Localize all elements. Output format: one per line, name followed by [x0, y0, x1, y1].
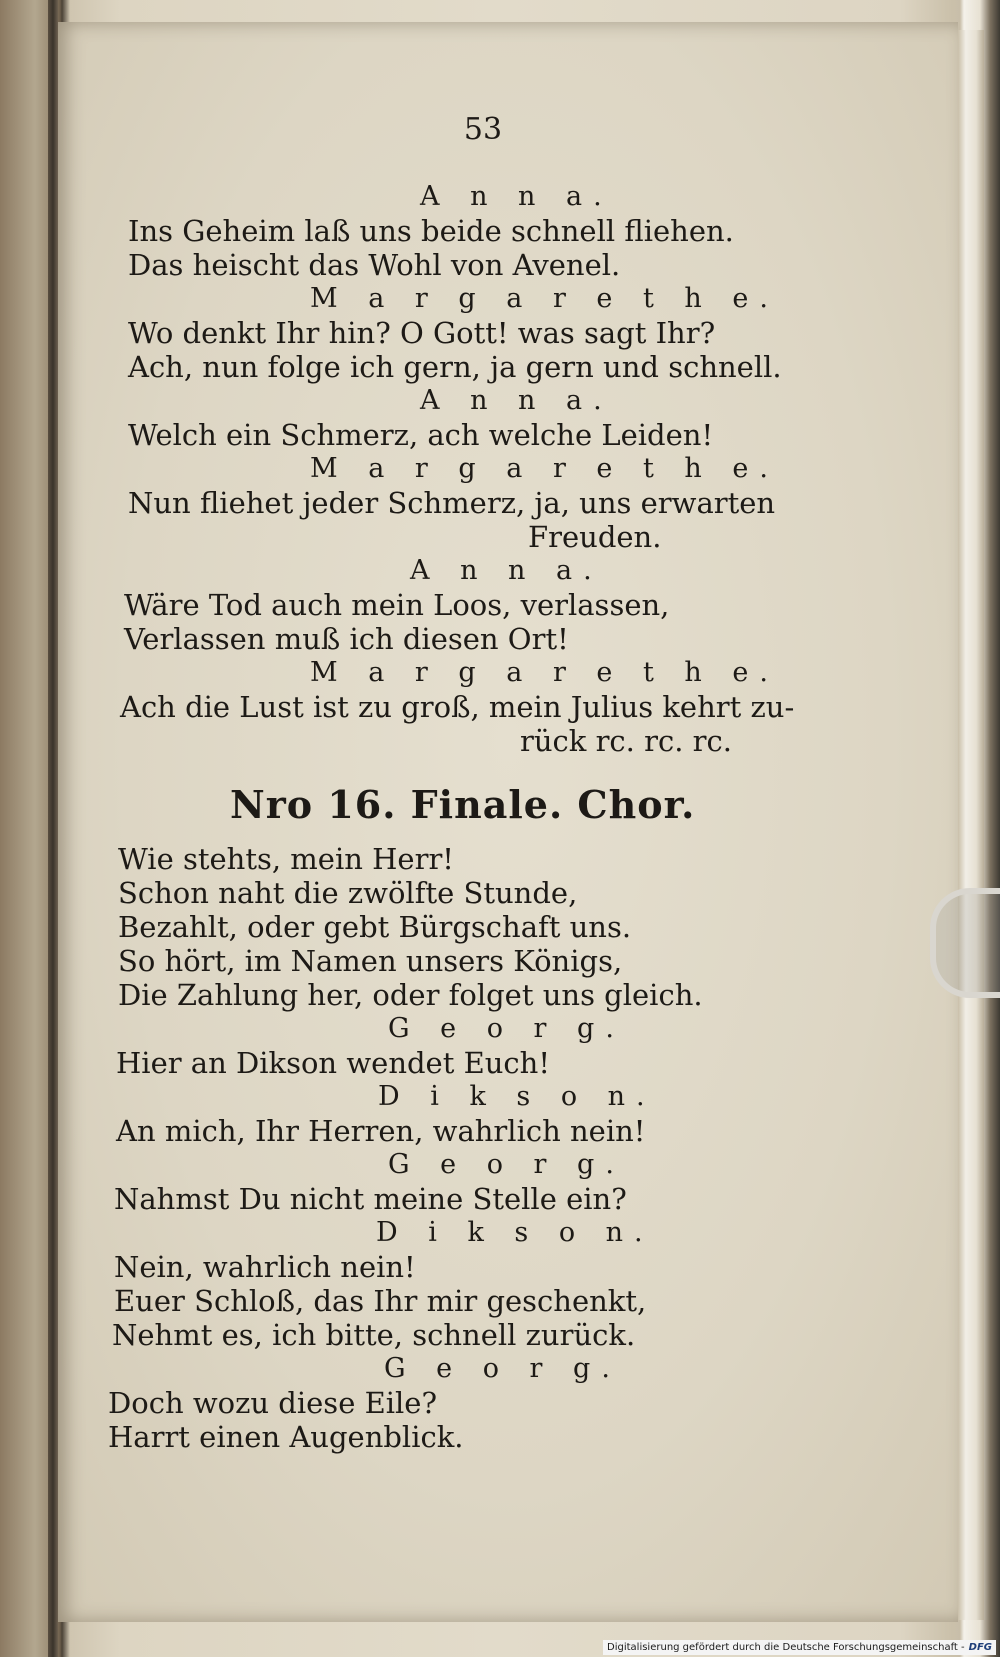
verse-line: Hier an Dikson wendet Euch! — [116, 1046, 551, 1080]
verse-line: Nahmst Du nicht meine Stelle ein? — [114, 1182, 627, 1216]
speaker-name: M a r g a r e t h e. — [310, 657, 779, 688]
page-number: 53 — [463, 112, 503, 147]
verse-line: So hört, im Namen unsers Königs, — [118, 944, 623, 978]
speaker-name: M a r g a r e t h e. — [310, 453, 779, 484]
verse-line: Doch wozu diese Eile? — [108, 1386, 437, 1420]
verse-line: Verlassen muß ich diesen Ort! — [124, 622, 569, 656]
verse-line-continuation: rück rc. rc. rc. — [520, 724, 732, 758]
section-heading: Nro 16. Finale. Chor. — [230, 782, 696, 827]
speaker-name: A n n a. — [410, 555, 603, 586]
book-spine — [48, 0, 58, 1657]
verse-line: Wo denkt Ihr hin? O Gott! was sagt Ihr? — [128, 316, 716, 350]
speaker-name: A n n a. — [420, 181, 613, 212]
verse-line: Wie stehts, mein Herr! — [118, 842, 454, 876]
speaker-name: G e o r g. — [384, 1353, 621, 1384]
verse-line: Schon naht die zwölfte Stunde, — [118, 876, 578, 910]
speaker-name: M a r g a r e t h e. — [310, 283, 779, 314]
verse-line: Bezahlt, oder gebt Bürgschaft uns. — [118, 910, 632, 944]
verse-line: Euer Schloß, das Ihr mir geschenkt, — [114, 1284, 647, 1318]
digitization-credit — [603, 1640, 996, 1655]
verse-line: Welch ein Schmerz, ach welche Leiden! — [128, 418, 714, 452]
paper-clip-icon — [930, 888, 1000, 998]
page-stack-edge — [958, 30, 984, 1620]
verse-line: Ins Geheim laß uns beide schnell fliehen. — [128, 214, 734, 248]
verse-line: Nehmt es, ich bitte, schnell zurück. — [112, 1318, 636, 1352]
verse-line: Harrt einen Augenblick. — [108, 1420, 464, 1454]
verse-line: Die Zahlung her, oder folget uns gleich. — [118, 978, 703, 1012]
verse-line-continuation: Freuden. — [528, 520, 662, 554]
verse-line: Nein, wahrlich nein! — [114, 1250, 416, 1284]
speaker-name: G e o r g. — [388, 1013, 625, 1044]
left-page-edge — [0, 0, 50, 1657]
verse-line: Das heischt das Wohl von Avenel. — [128, 248, 621, 282]
speaker-name: A n n a. — [420, 385, 613, 416]
verse-line: Wäre Tod auch mein Loos, verlassen, — [124, 588, 670, 622]
credit-text: Digitalisierung gefördert durch die Deutsche Forschungsgemeinschaft - — [607, 1642, 965, 1653]
verse-line: Nun fliehet jeder Schmerz, ja, uns erwarten — [128, 486, 776, 520]
dfg-logo: DFG — [968, 1642, 992, 1653]
verse-line: Ach die Lust ist zu groß, mein Julius kehrt zu- — [120, 690, 795, 724]
verse-line: An mich, Ihr Herren, wahrlich nein! — [116, 1114, 646, 1148]
speaker-name: G e o r g. — [388, 1149, 625, 1180]
speaker-name: D i k s o n. — [376, 1217, 654, 1248]
verse-line: Ach, nun folge ich gern, ja gern und schnell. — [128, 350, 782, 384]
speaker-name: D i k s o n. — [378, 1081, 656, 1112]
